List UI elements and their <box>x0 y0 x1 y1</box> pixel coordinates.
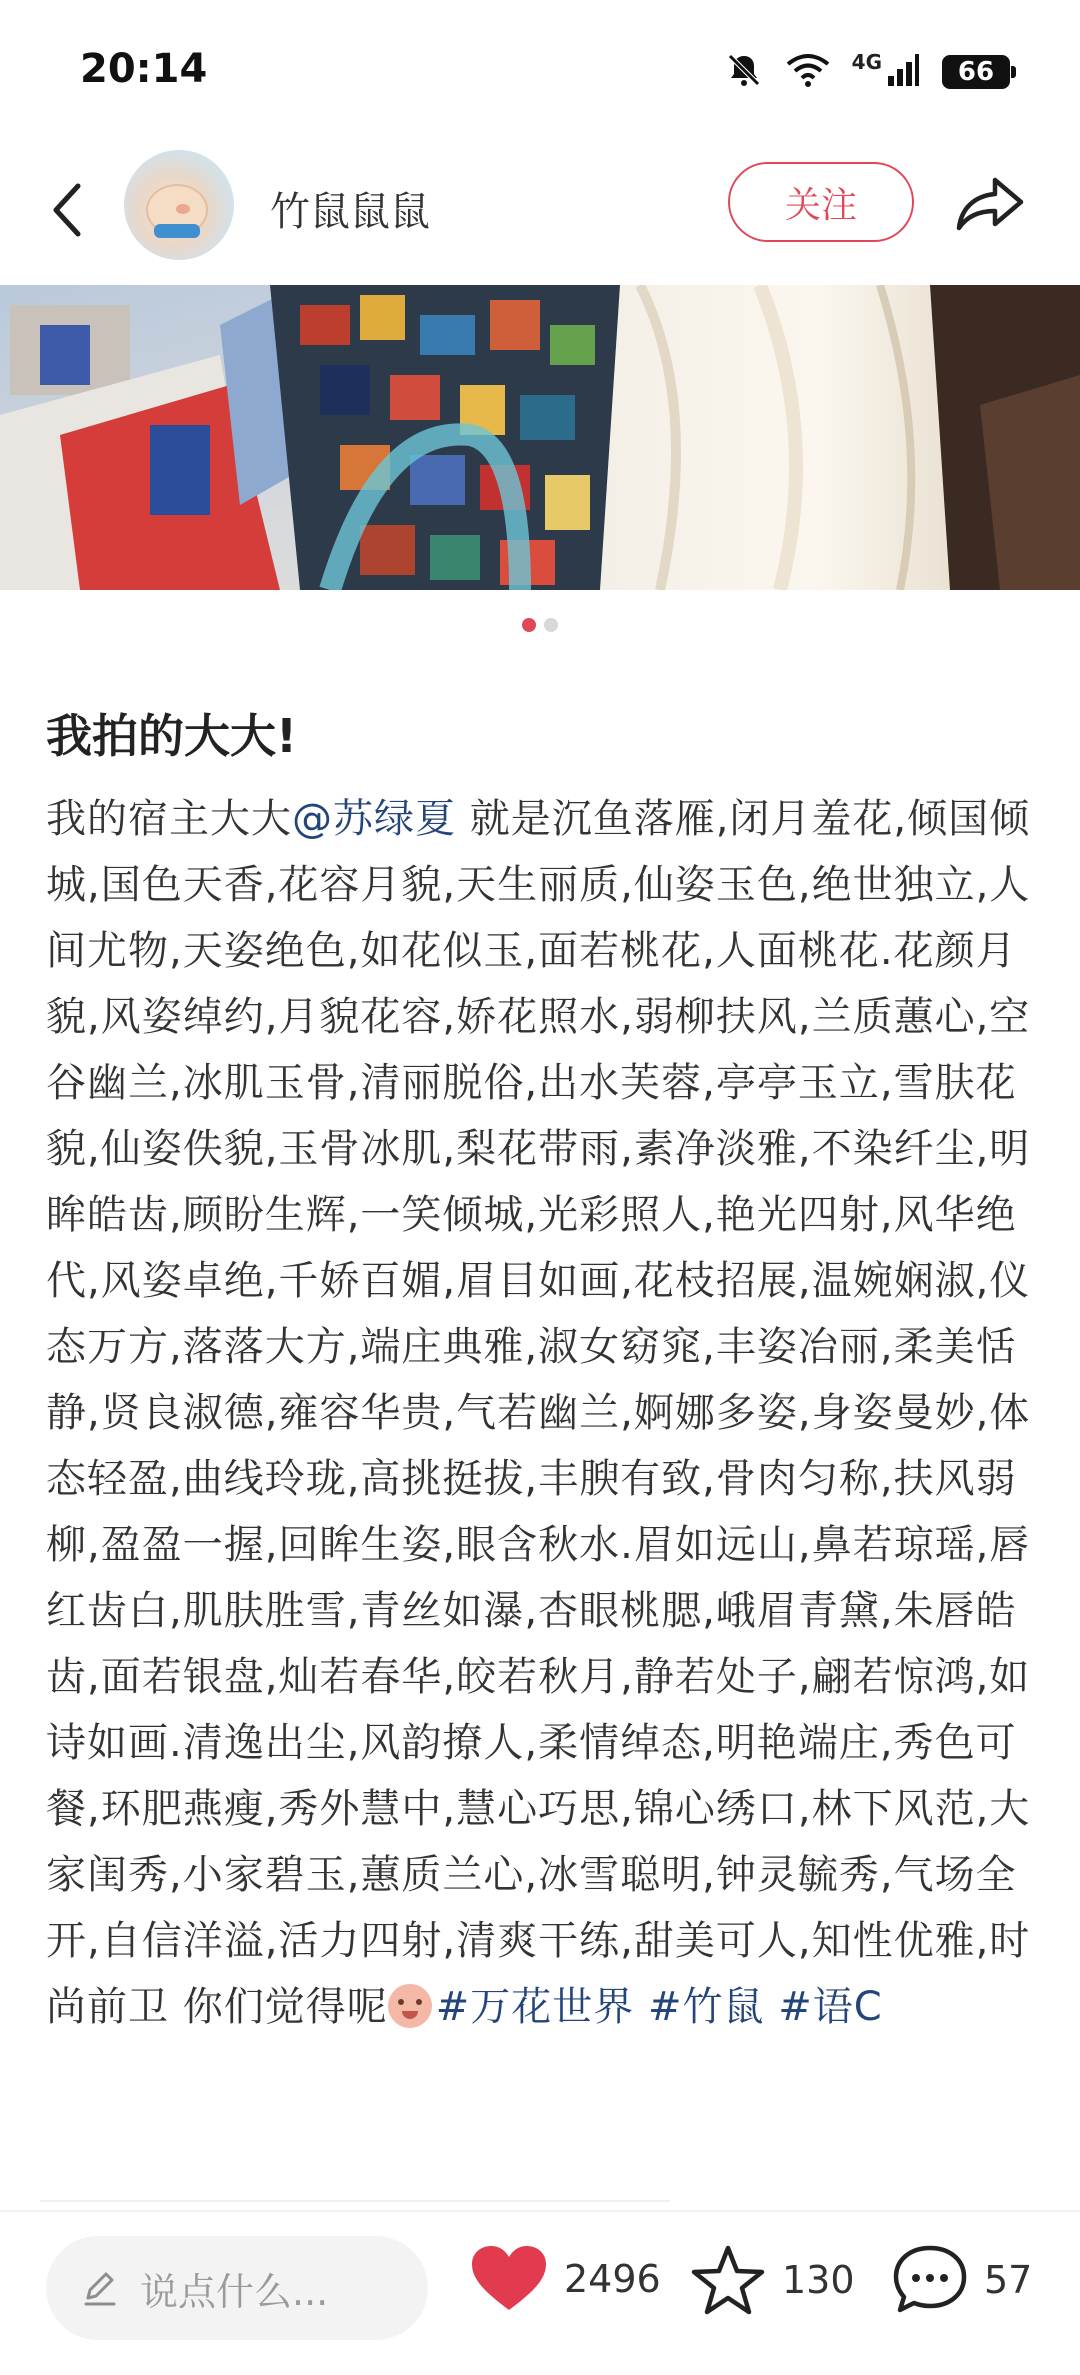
bottom-action-bar <box>0 2210 1080 2375</box>
divider <box>40 2200 670 2202</box>
pencil-icon <box>80 2268 120 2308</box>
hashtag-link[interactable]: #竹鼠 <box>647 1984 765 2030</box>
carousel-dot <box>544 618 558 632</box>
follow-button[interactable]: 关注 <box>728 162 914 242</box>
comment-input[interactable] <box>46 2236 428 2340</box>
carousel-dot-active <box>522 618 536 632</box>
author-name[interactable]: 竹鼠鼠鼠 <box>270 189 430 235</box>
image-carousel[interactable] <box>0 285 1080 590</box>
post-photo[interactable] <box>0 285 1080 590</box>
carousel-indicator <box>0 618 1080 632</box>
post-body-prefix: 我的宿主大大 <box>46 796 292 842</box>
comment-bubble-icon <box>892 2244 968 2316</box>
battery-icon: 66 <box>942 55 1010 89</box>
favorite-count: 130 <box>782 2258 855 2302</box>
post-header <box>0 140 1080 290</box>
status-icons <box>724 50 1010 94</box>
back-arrow-icon <box>48 180 84 240</box>
heart-icon <box>470 2244 548 2314</box>
comment-button[interactable] <box>892 2244 1032 2316</box>
network-label: 4G <box>851 50 882 74</box>
cell-signal-icon <box>886 52 920 92</box>
like-count: 2496 <box>564 2257 661 2301</box>
hashtag-link[interactable]: #语C <box>778 1984 883 2030</box>
status-time: 20:14 <box>80 46 208 92</box>
post-body <box>46 786 1036 2040</box>
comment-placeholder: 说点什么... <box>140 2269 329 2314</box>
comment-count: 57 <box>984 2258 1033 2302</box>
share-icon <box>955 174 1025 234</box>
wifi-icon <box>786 52 830 92</box>
favorite-button[interactable] <box>690 2244 855 2316</box>
post-title: 我拍的大大! <box>46 709 297 763</box>
mute-bell-icon <box>724 50 764 94</box>
back-button[interactable] <box>36 170 96 250</box>
avatar[interactable] <box>124 150 234 260</box>
sticker-emoji-icon <box>388 1984 432 2028</box>
hashtag-link[interactable]: #万花世界 <box>435 1984 635 2030</box>
mention-link[interactable]: @苏绿夏 <box>292 796 456 842</box>
share-button[interactable] <box>950 164 1030 244</box>
post-body-text: 就是沉鱼落雁,闭月羞花,倾国倾城,国色天香,花容月貌,天生丽质,仙姿玉色,绝世独立,人间尤物,天姿绝色,如花似玉,面若桃花,人面桃花.花颜月貌,风姿绰约,月貌花容,娇花照水,弱柳扶风,兰质蕙心,空谷幽兰,冰肌玉骨,清丽脱俗,出水芙蓉,亭亭玉立,雪肤花貌,仙姿佚貌,玉骨冰肌,梨花带雨,素净淡雅,不染纤尘,明眸皓齿,顾盼生辉,一笑倾城,光彩照人,艳光四射,风华绝代,风姿卓绝,千娇百媚,眉目如画,花枝招展,温婉娴淑,仪态万方,落落大方,端庄典雅,淑女窈窕,丰姿冶丽,柔美恬静,贤良淑德,雍容华贵,气若幽兰,婀娜多姿,身姿曼妙,体态轻盈,曲线玲珑,高挑挺拔,丰腴有致,骨肉匀称,扶风弱柳,盈盈一握,回眸生姿,眼含秋水.眉如远山,鼻若琼瑶,唇红齿白,肌肤胜雪,青丝如瀑,杏眼桃腮,峨眉青黛,朱唇皓齿,面若银盘,灿若春华,皎若秋月,静若处子,翩若惊鸿,如诗如画.清逸出尘,风韵撩人,柔情绰态,明艳端庄,秀色可餐,环肥燕瘦,秀外慧中,慧心巧思,锦心绣口,林下风范,大家闺秀,小家碧玉,蕙质兰心,冰雪聪明,钟灵毓秀,气场全开,自信洋溢,活力四射,清爽干练,甜美可人,知性优雅,时尚前卫 你们觉得呢 <box>46 796 1031 2030</box>
like-button[interactable] <box>470 2244 661 2314</box>
status-bar <box>0 0 1080 140</box>
star-icon <box>690 2244 766 2316</box>
